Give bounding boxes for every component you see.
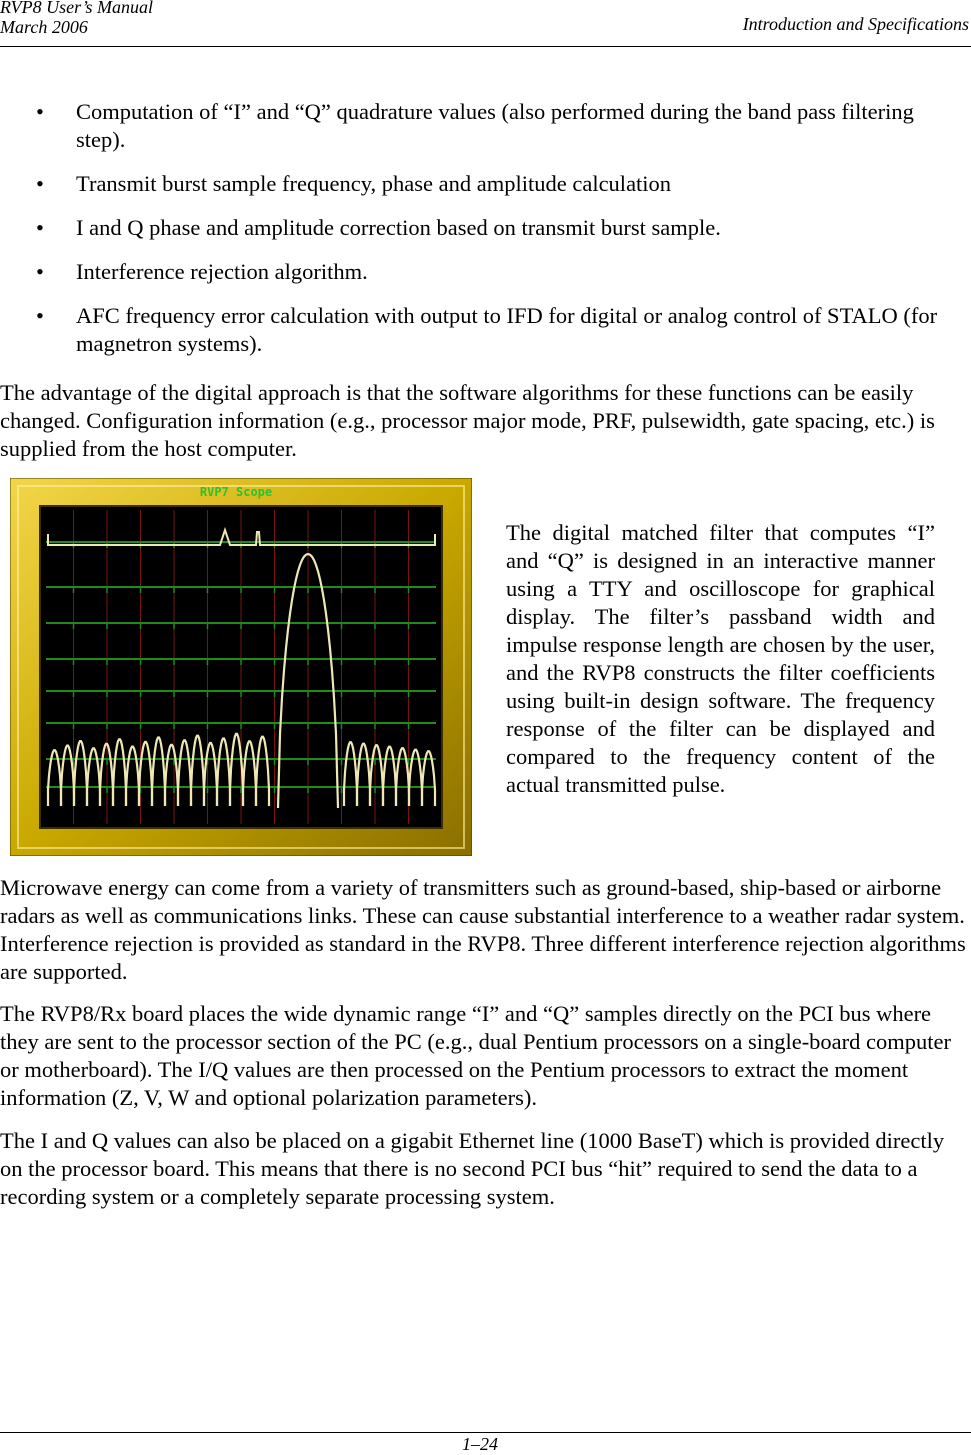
scope-figure	[10, 478, 472, 856]
section-title: Introduction and Specifications	[742, 14, 969, 34]
bullet-icon: •	[36, 99, 44, 124]
paragraph-microwave-interference: Microwave energy can come from a variety of transmitters such as ground-based, ship-based or airborne radars as well as communications links. These can cause substantial interference to a weather radar system. Interference rejection is provided as standard in the RVP8. Three different interference rejection algorithms are supported.	[0, 875, 966, 984]
paragraph-digital-approach: The advantage of the digital approach is that the software algorithms for these functions can be easily changed. Configuration information (e.g., processor major mode, PRF, pulsewidth, gate spacing, etc.) is supplied from the host computer.	[0, 380, 935, 461]
bullet-icon: •	[36, 171, 44, 196]
paragraph-matched-filter: The digital matched filter that computes “I” and “Q” is designed in an interactive manner using a TTY and oscilloscope for graphical display. The filter’s passband width and impulse response length are chosen by the user, and the RVP8 constructs the filter coefficients using built-in design software. The frequency response of the filter can be displayed and compared to the frequency content of the actual transmitted pulse.	[506, 520, 935, 797]
list-item	[0, 98, 960, 154]
manual-date: March 2006	[0, 17, 88, 37]
paragraph-gigabit-ethernet: The I and Q values can also be placed on a gigabit Ethernet line (1000 BaseT) which is provided directly on the processor board. This means that there is no second PCI bus “hit” required to send the data to a recording system or a completely separate processing system.	[0, 1128, 945, 1209]
page-number: 1–24	[462, 1434, 498, 1454]
list-item-text: Transmit burst sample frequency, phase and amplitude calculation	[76, 171, 672, 196]
header-left	[0, 0, 153, 37]
bullet-icon: •	[36, 303, 44, 328]
page-header	[0, 0, 971, 47]
list-item-text: I and Q phase and amplitude correction based on transmit burst sample.	[76, 215, 721, 240]
manual-title: RVP8 User’s Manual	[0, 0, 153, 17]
list-item	[0, 214, 960, 242]
list-item-text: Interference rejection algorithm.	[76, 259, 368, 284]
list-item-text: Computation of “I” and “Q” quadrature values (also performed during the band pass filtering step).	[76, 99, 914, 152]
bullet-icon: •	[36, 259, 44, 284]
list-item	[0, 258, 960, 286]
scope-title: RVP7 Scope	[199, 485, 273, 499]
page-footer	[0, 1432, 971, 1454]
list-item-text: AFC frequency error calculation with output to IFD for digital or analog control of STALO (for magnetron systems).	[76, 303, 938, 356]
list-item	[0, 302, 960, 358]
paragraph-rx-board: The RVP8/Rx board places the wide dynamic range “I” and “Q” samples directly on the PCI bus where they are sent to the processor section of the PC (e.g., dual Pentium processors on a single-board computer or motherboard). The I/Q values are then processed on the Pentium processors to extract the moment information (Z, V, W and optional polarization parameters).	[0, 1001, 952, 1110]
list-item	[0, 170, 960, 198]
bullet-icon: •	[36, 215, 44, 240]
feature-bullet-list	[0, 98, 960, 374]
